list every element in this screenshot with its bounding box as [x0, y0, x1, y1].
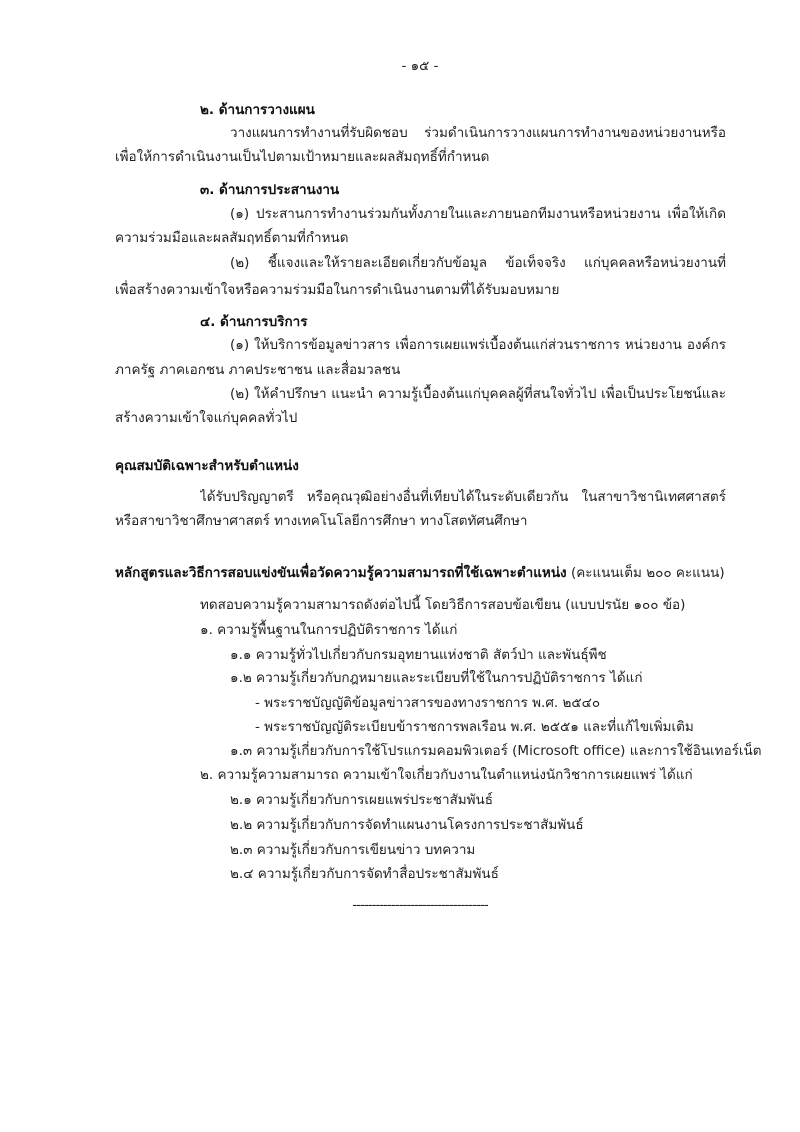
exam-subitem: ๒.๓ ความรู้เกี่ยวกับการเขียนข่าว บทความ: [230, 842, 476, 858]
paragraph-line: (๒) ให้คำปรึกษา แนะนำ ความรู้เบื้องต้นแก่บุคคลผู้ที่สนใจทั่วไป เพื่อเป็นประโยชน์และ: [230, 386, 726, 402]
paragraph-line: ได้รับปริญญาตรี หรือคุณวุฒิอย่างอื่นที่เทียบได้ในระดับเดียวกัน ในสาขาวิชานิเทศศาสตร์: [200, 489, 726, 505]
exam-intro: ทดสอบความรู้ความสามารถดังต่อไปนี้ โดยวิธีการสอบข้อเขียน (แบบปรนัย ๑๐๐ ข้อ): [200, 597, 686, 613]
exam-bullet: - พระราชบัญญัติข้อมูลข่าวสารของทางราชการ พ.ศ. ๒๕๔๐: [255, 695, 601, 711]
exam-subitem: ๒.๑ ความรู้เกี่ยวกับการเผยแพร่ประชาสัมพันธ์: [230, 792, 494, 808]
paragraph-line: (๒) ชี้แจงและให้รายละเอียดเกี่ยวกับข้อมูล ข้อเท็จจริง แก่บุคคลหรือหน่วยงานที่: [230, 255, 726, 271]
exam-item: ๑. ความรู้พื้นฐานในการปฏิบัติราชการ ได้แก่: [200, 622, 458, 638]
exam-subitem: ๑.๒ ความรู้เกี่ยวกับกฎหมายและระเบียบที่ใช้ในการปฏิบัติราชการ ได้แก่: [230, 670, 643, 686]
section-heading-planning: ๒. ด้านการวางแผน: [200, 102, 315, 118]
exam-heading-text: หลักสูตรและวิธีการสอบแข่งขันเพื่อวัดความรู้ความสามารถที่ใช้เฉพาะตำแหน่ง: [115, 565, 567, 581]
exam-subitem: ๑.๓ ความรู้เกี่ยวกับการใช้โปรแกรมคอมพิวเตอร์ (Microsoft office) และการใช้อินเทอร์เน็ต: [230, 743, 762, 759]
exam-subitem: ๒.๒ ความรู้เกี่ยวกับการจัดทำแผนงานโครงการประชาสัมพันธ์: [230, 817, 584, 833]
end-marker: -----------------------------------: [352, 897, 488, 913]
exam-subitem: ๒.๔ ความรู้เกี่ยวกับการจัดทำสื่อประชาสัมพันธ์: [230, 866, 499, 882]
paragraph-line: (๑) ประสานการทำงานร่วมกันทั้งภายในและภายนอกทีมงานหรือหน่วยงาน เพื่อให้เกิด: [230, 206, 726, 222]
paragraph-line: หรือสาขาวิชาศึกษาศาสตร์ ทางเทคโนโลยีการศึกษา ทางโสตทัศนศึกษา: [115, 513, 528, 529]
exam-bullet: - พระราชบัญญัติระเบียบข้าราชการพลเรือน พ.ศ. ๒๕๕๑ และที่แก้ไขเพิ่มเติม: [255, 719, 694, 735]
paragraph-line: ภาครัฐ ภาคเอกชน ภาคประชาชน และสื่อมวลชน: [115, 362, 401, 378]
paragraph-line: (๑) ให้บริการข้อมูลข่าวสาร เพื่อการเผยแพร่เบื้องต้นแก่ส่วนราชการ หน่วยงาน องค์กร: [230, 337, 726, 353]
paragraph-line: เพื่อให้การดำเนินงานเป็นไปตามเป้าหมายและผลสัมฤทธิ์ที่กำหนด: [115, 149, 490, 165]
page-number: - ๑๕ -: [401, 58, 439, 74]
exam-item: ๒. ความรู้ความสามารถ ความเข้าใจเกี่ยวกับงานในตำแหน่งนักวิชาการเผยแพร่ ได้แก่: [200, 767, 693, 783]
paragraph-line: ความร่วมมือและผลสัมฤทธิ์ตามที่กำหนด: [115, 230, 349, 246]
section-heading-coordination: ๓. ด้านการประสานงาน: [200, 182, 340, 198]
exam-score-note: (คะแนนเต็ม ๒๐๐ คะแนน): [570, 565, 725, 581]
paragraph-line: สร้างความเข้าใจแก่บุคคลทั่วไป: [115, 410, 298, 426]
paragraph-line: เพื่อสร้างความเข้าใจหรือความร่วมมือในการดำเนินงานตามที่ได้รับมอบหมาย: [115, 282, 560, 298]
section-heading-qualifications: คุณสมบัติเฉพาะสำหรับตำแหน่ง: [115, 458, 299, 474]
exam-subitem: ๑.๑ ความรู้ทั่วไปเกี่ยวกับกรมอุทยานแห่งชาติ สัตว์ป่า และพันธุ์พืช: [230, 647, 607, 663]
section-heading-exam: [115, 563, 725, 583]
paragraph-line: วางแผนการทำงานที่รับผิดชอบ ร่วมดำเนินการวางแผนการทำงานของหน่วยงานหรือ: [230, 125, 726, 141]
section-heading-service: ๔. ด้านการบริการ: [200, 314, 308, 330]
